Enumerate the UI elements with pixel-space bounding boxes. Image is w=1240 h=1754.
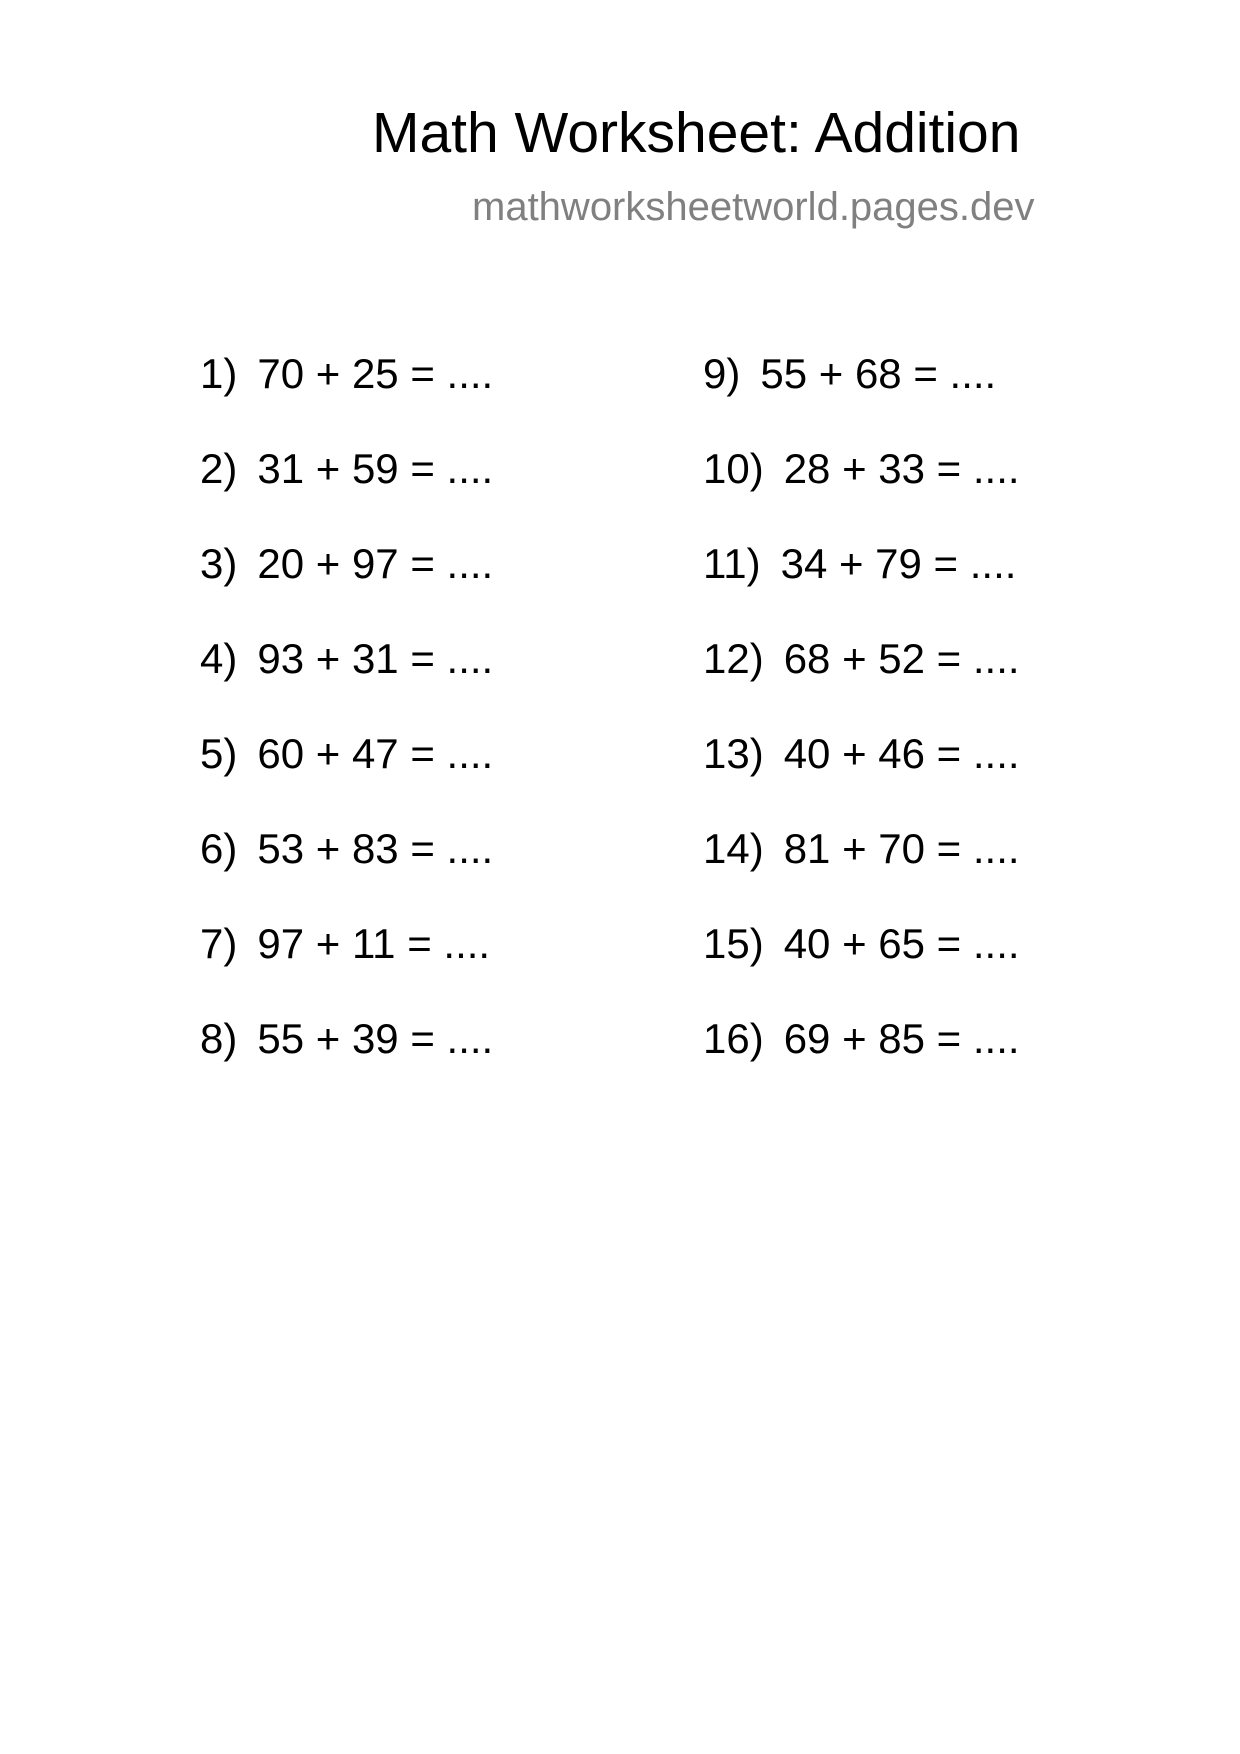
problem-number: 5) (200, 730, 238, 777)
problem-item (200, 823, 493, 918)
problem-expression: 20 + 97 = .... (257, 540, 494, 587)
problem-expression: 68 + 52 = .... (783, 635, 1020, 682)
problem-item (200, 728, 493, 823)
problem-expression: 81 + 70 = .... (783, 825, 1020, 872)
problem-number: 1) (200, 350, 238, 397)
problem-column-left (200, 348, 493, 1108)
problem-item (200, 348, 493, 443)
problem-number: 7) (200, 920, 238, 967)
problem-number: 8) (200, 1015, 238, 1062)
problem-number: 6) (200, 825, 238, 872)
problem-column-right (703, 348, 1020, 1108)
problem-expression: 53 + 83 = .... (257, 825, 494, 872)
problem-number: 16) (703, 1015, 764, 1062)
problem-expression: 34 + 79 = .... (780, 540, 1017, 587)
problem-item (703, 823, 1020, 918)
problem-number: 12) (703, 635, 764, 682)
problem-number: 15) (703, 920, 764, 967)
problem-number: 10) (703, 445, 764, 492)
problem-expression: 31 + 59 = .... (257, 445, 494, 492)
problem-expression: 28 + 33 = .... (783, 445, 1020, 492)
problem-item (200, 538, 493, 633)
problem-item (200, 1013, 493, 1108)
problem-item (200, 633, 493, 728)
problem-item (703, 348, 1020, 443)
problem-expression: 97 + 11 = .... (257, 920, 491, 967)
problem-expression: 40 + 46 = .... (783, 730, 1020, 777)
problem-number: 14) (703, 825, 764, 872)
problem-expression: 69 + 85 = .... (783, 1015, 1020, 1062)
problem-number: 11) (703, 540, 761, 587)
problem-expression: 55 + 39 = .... (257, 1015, 494, 1062)
problem-item (703, 918, 1020, 1013)
problem-expression: 70 + 25 = .... (257, 350, 494, 397)
problem-expression: 55 + 68 = .... (760, 350, 997, 397)
problem-item (703, 443, 1020, 538)
problem-number: 4) (200, 635, 238, 682)
problem-item (703, 633, 1020, 728)
website-url: mathworksheetworld.pages.dev (472, 185, 1035, 229)
problem-item (200, 443, 493, 538)
problem-number: 9) (703, 350, 741, 397)
problem-number: 13) (703, 730, 764, 777)
problem-expression: 40 + 65 = .... (783, 920, 1020, 967)
problem-expression: 60 + 47 = .... (257, 730, 494, 777)
problem-expression: 93 + 31 = .... (257, 635, 494, 682)
problem-item (703, 728, 1020, 823)
problem-number: 3) (200, 540, 238, 587)
problem-item (703, 1013, 1020, 1108)
worksheet-title: Math Worksheet: Addition (372, 101, 1021, 165)
problem-item (200, 918, 493, 1013)
problem-item (703, 538, 1020, 633)
problem-number: 2) (200, 445, 238, 492)
